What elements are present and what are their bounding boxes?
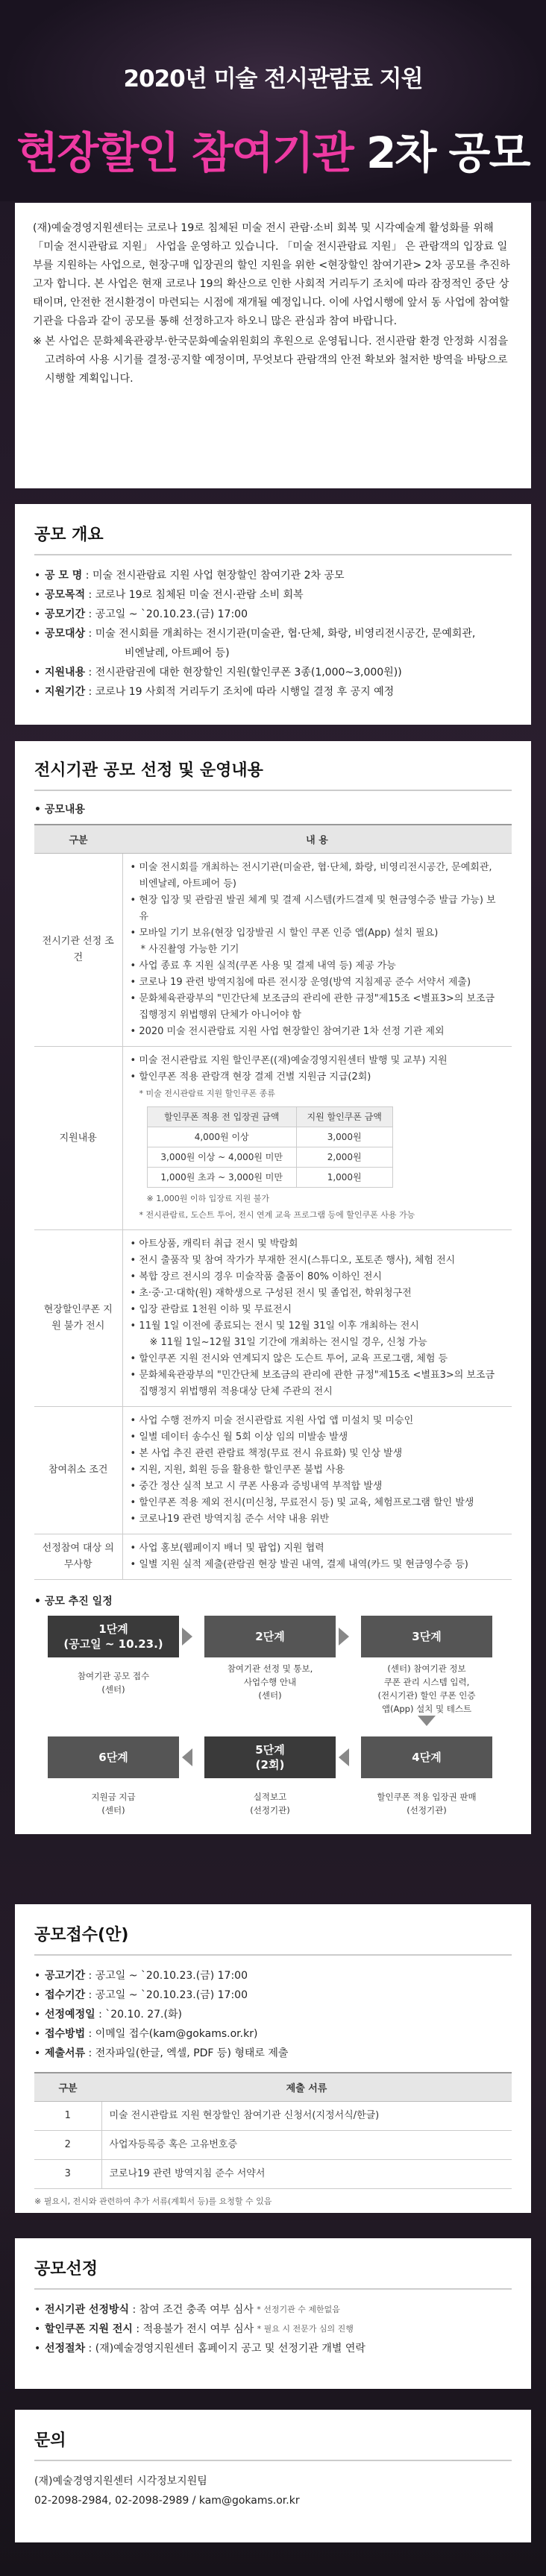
step-head: 4단계 [361, 1736, 492, 1778]
contact-phone: 02-2098-2984, 02-2098-2989 / kam@gokams.or.kr [34, 2495, 300, 2507]
apply-section [15, 1904, 531, 2213]
list-item: • 미술 전시회를 개최하는 전시기관(미술관, 협·단체, 화랑, 비영리전시공간, 문예회관, 비엔날레, 아트페어 등) [131, 860, 505, 892]
cond-sub-note: * 사진촬영 가능한 기기 [140, 944, 239, 955]
contents-table [34, 824, 512, 1580]
arrow-down-icon [418, 1716, 436, 1726]
step-body: 참여기관 공모 접수 (센터) [77, 1671, 150, 1695]
list-item: • 초·중·고·대학(원) 재학생으로 구성된 전시 및 졸업전, 학위청구전 [131, 1285, 505, 1302]
cancel-list [131, 1413, 505, 1528]
step-head: 2단계 [204, 1616, 336, 1657]
list-item: • 현장 입장 및 관람권 발권 체계 및 결제 시스템(카드결제 및 현금영수증 발급 가능) 보유 [131, 892, 505, 925]
overview-item: • 지원내용 : 전시관람권에 대한 현장할인 지원(할인쿠폰 3종(1,000~3,000원)) [34, 667, 402, 678]
list-item: • 문화체육관광부의 "민간단체 보조금의 관리에 관한 규정"제15조 <별표3>의 보조금 집행정지 위법행위 적용대상 단체 주관의 전시 [131, 1367, 505, 1400]
overview-item-cont: 비엔날레, 아트페어 등) [125, 647, 230, 659]
col-category: 구분 [34, 825, 122, 854]
list-item: • 할인쿠폰 적용 관람객 현장 결제 건별 지원금 지급(2회) [131, 1069, 505, 1086]
apply-note: ※ 필요시, 전시와 관련하여 추가 서류(계획서 등)를 요청할 수 있음 [34, 2196, 272, 2206]
hero-title-highlight: 현장할인 참여기관 [16, 127, 353, 178]
hero-title-round: 2차 공모 [365, 127, 530, 178]
apply-item: • 공고기간 : 공고일 ~ `20.10.23.(금) 17:00 [34, 1970, 248, 1982]
cond-list [131, 860, 505, 1040]
coupon-col-amount: 지원 할인쿠폰 금액 [296, 1107, 392, 1127]
arrow-left-icon [339, 1748, 349, 1766]
hero-subtitle: 2020년 미술 전시관람료 지원 [123, 66, 423, 92]
list-item: • 코로나 19 관련 방역지침에 따른 전시장 운영(방역 지침제공 준수 서약서 제출) [131, 974, 505, 991]
schedule-label: • 공모 추진 일정 [34, 1596, 113, 1607]
intro-paragraph: (재)예술경영지원센터는 코로나 19로 침체된 미술 전시 관람·소비 회복 및 시각예술계 활성화를 위해 「미술 전시관람료 지원」 사업을 운영하고 있습니다. 「미술 전시관람료 지원」 은 관람객의 입장료 일부를 지원하는 사업으로, 현장구매 입장권의 할인 지원을 위한 <현장할인 참여기관> 2차 공모를 추진하고자 합니다. 본 사업은 현재 코로나 19의 확산으로 인한 사회적 거리두기 조치에 따라 잠정적인 중단 상태이며, 안전한 전시환경이 마련되는 시점에 재개될 예정입니다. 이에 사업시행에 앞서 동 사업에 참여할 기관을 다음과 같이 공모를 통해 선정하고자 하오니 많은 관심과 참여 바랍니다. [33, 222, 510, 327]
list-item: • 사업 홍보(웹페이지 배너 및 팝업) 지원 협력 [131, 1540, 505, 1557]
step-6 [48, 1736, 179, 1817]
step-body: 실적보고 (선정기관) [250, 1792, 290, 1816]
coupon-table [147, 1106, 393, 1188]
excl-sub-note: ※ 11월 1일~12월 31일 기간에 개최하는 전시일 경우, 신청 가능 [149, 1337, 427, 1348]
contact-section [15, 2410, 531, 2542]
overview-title: 공모 개요 [34, 526, 104, 544]
table-row: 3,000원 이상 ~ 4,000원 미만 2,000원 [147, 1147, 392, 1168]
apply-title: 공모접수(안) [34, 1926, 129, 1944]
selection-title: 공모선정 [34, 2260, 98, 2279]
selection-item: • 할인쿠폰 지원 전시 : 적용불가 전시 여부 심사 * 필요 시 전문가 심의 진행 [34, 2323, 354, 2335]
intro-box [15, 203, 531, 488]
table-row [34, 1534, 512, 1580]
list-item: • 입장 관람료 1천원 이하 및 무료전시 [131, 1302, 505, 1318]
list-item: • 미술 전시관람료 지원 할인쿠폰((재)예술경영지원센터 발행 및 교부) 지원 [131, 1053, 505, 1069]
table-row [34, 1047, 512, 1230]
table-row: 1 미술 전시관람료 지원 현장할인 참여기관 신청서(지정서식/한글) [34, 2102, 512, 2131]
list-item: • 사업 종료 후 지원 실적(쿠폰 사용 및 결제 내역 등) 제공 가능 [131, 958, 505, 974]
apply-list [34, 1966, 512, 2063]
support-tail-note: * 전시관람료, 도슨트 투어, 전시 연계 교육 프로그램 등에 할인쿠폰 사용 가능 [139, 1210, 415, 1220]
list-item: • 사업 수행 전까지 미술 전시관람료 지원 사업 앱 미설치 및 미승인 [131, 1413, 505, 1429]
list-item: • 중간 정산 실적 보고 시 쿠폰 사용과 증빙내역 부적합 발생 [131, 1478, 505, 1495]
row-label: 현장할인쿠폰 지원 불가 전시 [34, 1230, 122, 1407]
overview-list [34, 566, 512, 702]
col-docs: 제출 서류 [101, 2073, 512, 2102]
selection-item: • 선정절차 : (재)예술경영지원센터 홈페이지 공고 및 선정기관 개별 연락 [34, 2343, 365, 2355]
step-head: 1단계 (공고일 ~ 10.23.) [48, 1616, 179, 1657]
selection-divider [34, 2288, 512, 2290]
step-body: 할인쿠폰 적용 입장권 판매 (선정기관) [377, 1792, 477, 1816]
apply-item: • 제출서류 : 전자파일(한글, 엑셀, PDF 등) 형태로 제출 [34, 2047, 289, 2059]
row-label: 전시기관 선정 조건 [34, 854, 122, 1047]
step-body: (센터) 참여기관 정보 쿠폰 관리 시스템 입력, (전시기관) 할인 쿠폰 인증 앱(App) 설치 및 테스트 [377, 1663, 476, 1714]
table-row: 3 코로나19 관련 방역지침 준수 서약서 [34, 2160, 512, 2189]
step-2 [204, 1616, 336, 1702]
list-item: • 아트상품, 캐릭터 취급 전시 및 박람회 [131, 1236, 505, 1253]
list-item: • 본 사업 추진 관련 관람료 책정(무료 전시 유료화) 및 인상 발생 [131, 1446, 505, 1462]
coupon-note: ※ 1,000원 이하 입장료 지원 불가 [146, 1194, 269, 1203]
step-5 [204, 1736, 336, 1817]
table-row [34, 1230, 512, 1407]
step-3 [361, 1616, 492, 1716]
list-item: • 전시 출품작 및 참여 작가가 부재한 전시(스튜디오, 포토존 행사), 체험 전시 [131, 1253, 505, 1269]
list-item: • 할인쿠폰 적용 제외 전시(미신청, 무료전시 등) 및 교육, 체험프로그램 할인 발생 [131, 1495, 505, 1511]
duty-list [131, 1540, 505, 1573]
arrow-right-icon [339, 1628, 349, 1646]
row-label: 지원내용 [34, 1047, 122, 1230]
operations-title: 전시기관 공모 선정 및 운영내용 [34, 761, 263, 780]
list-item: • 일별 데이터 송수신 월 5회 이상 임의 미발송 발생 [131, 1429, 505, 1446]
support-list [131, 1053, 505, 1086]
hero-title [0, 118, 546, 180]
overview-item: • 공 모 명 : 미술 전시관람료 지원 사업 현장할인 참여기관 2차 공모 [34, 570, 345, 582]
table-row: 1,000원 초과 ~ 3,000원 미만 1,000원 [147, 1168, 392, 1188]
contact-org: (재)예술경영지원센터 시각정보지원팀 [34, 2475, 207, 2487]
row-label: 참여취소 조건 [34, 1407, 122, 1534]
overview-divider [34, 554, 512, 555]
selection-section [15, 2238, 531, 2389]
list-item: • 모바일 기기 보유(현장 입장발권 시 할인 쿠폰 인증 앱(App) 설치 필요) [131, 925, 505, 942]
contents-label: • 공모내용 [34, 804, 85, 816]
hero-banner [0, 0, 546, 201]
contact-divider [34, 2460, 512, 2461]
list-item: • 2020 미술 전시관람료 지원 사업 현장할인 참여기관 1차 선정 기관 제외 [131, 1024, 505, 1040]
coupon-col-price: 할인쿠폰 적용 전 입장권 금액 [147, 1107, 296, 1127]
table-row [34, 1407, 512, 1534]
intro-note: ※ 본 사업은 문화체육관광부·한국문화예술위원회의 후원으로 운영됩니다. 전시관람 환경 안정화 시점을 고려하여 사용 시기를 결정·공지할 예정이며, 무엇보다 관람객의 안전 확보와 철저한 방역을 바탕으로 시행할 계획입니다. [33, 336, 509, 385]
arrow-left-icon [182, 1748, 192, 1766]
table-row: 2 사업자등록증 혹은 고유번호증 [34, 2131, 512, 2160]
step-body: 지원금 지급 (센터) [91, 1792, 136, 1816]
list-item: • 11월 1일 이전에 종료되는 전시 및 12월 31일 이후 개최하는 전시 [131, 1318, 505, 1335]
step-head: 6단계 [48, 1736, 179, 1778]
excl-list [131, 1236, 505, 1400]
step-1 [48, 1616, 179, 1696]
overview-item: • 공모대상 : 미술 전시회를 개최하는 전시기관(미술관, 협·단체, 화랑, 비영리전시공간, 문예회관, [34, 628, 476, 640]
apply-item: • 접수방법 : 이메일 접수(kam@gokams.or.kr) [34, 2028, 258, 2040]
apply-item: • 접수기간 : 공고일 ~ `20.10.23.(금) 17:00 [34, 1989, 248, 2001]
list-item: • 지원, 지원, 회원 등을 활용한 할인쿠폰 불법 사용 [131, 1462, 505, 1478]
overview-section [15, 504, 531, 725]
table-row: 4,000원 이상 3,000원 [147, 1127, 392, 1147]
list-item: • 할인쿠폰 지원 전시와 연계되지 않은 도슨트 투어, 교육 프로그램, 체험 등 [131, 1351, 505, 1367]
col-content: 내 용 [122, 825, 512, 854]
step-head: 5단계 (2회) [204, 1736, 336, 1778]
overview-item: • 공모목적 : 코로나 19로 침체된 미술 전시·관람 소비 회복 [34, 589, 304, 601]
col-no: 구분 [34, 2073, 101, 2102]
step-4 [361, 1736, 492, 1817]
step-body: 참여기관 선정 및 통보, 사업수행 안내 (센터) [227, 1663, 313, 1701]
operations-section [15, 741, 531, 1834]
selection-item: • 전시기관 선정방식 : 참여 조건 충족 여부 심사 * 선정기관 수 제한없음 [34, 2304, 340, 2316]
row-label: 선정참여 대상 의무사항 [34, 1534, 122, 1580]
list-item: • 복합 장르 전시의 경우 미술작품 출품이 80% 이하인 전시 [131, 1269, 505, 1285]
operations-divider [34, 790, 512, 791]
selection-list [34, 2300, 512, 2358]
schedule-flow [34, 1616, 512, 1862]
overview-item: • 지원기간 : 코로나 19 사회적 거리두기 조치에 따라 시행일 결정 후 공지 예정 [34, 686, 395, 698]
step-head: 3단계 [361, 1616, 492, 1657]
table-row [34, 854, 512, 1047]
arrow-right-icon [182, 1628, 192, 1646]
documents-table [34, 2072, 512, 2189]
overview-item: • 공모기간 : 공고일 ~ `20.10.23.(금) 17:00 [34, 608, 248, 620]
support-sub-note: * 미술 전시관람료 지원 할인쿠폰 종류 [139, 1089, 275, 1098]
apply-divider [34, 1954, 512, 1956]
list-item: • 일별 지원 실적 제출(관람권 현장 발권 내역, 결제 내역(카드 및 현금영수증 등) [131, 1557, 505, 1573]
list-item: • 문화체육관광부의 "민간단체 보조금의 관리에 관한 규정"제15조 <별표3>의 보조금 집행정지 위법행위 단체가 아니어야 함 [131, 991, 505, 1024]
contact-title: 문의 [34, 2431, 66, 2450]
list-item: • 코로나19 관련 방역지침 준수 서약 내용 위반 [131, 1511, 505, 1528]
apply-item: • 선정예정일 : `20.10. 27.(화) [34, 2009, 182, 2021]
